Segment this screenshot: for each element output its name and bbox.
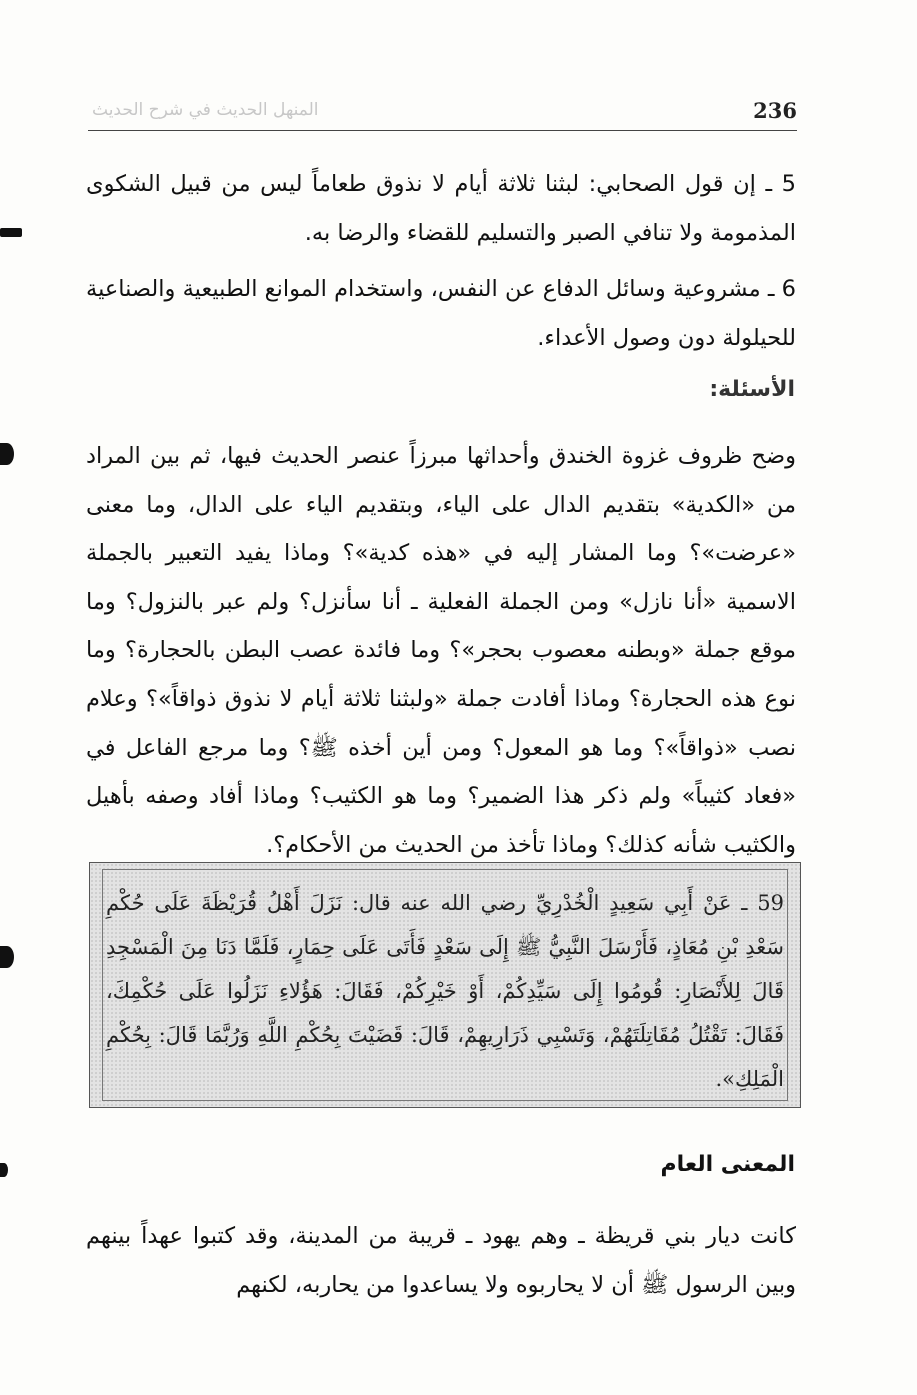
general-meaning-heading: المعنى العام [660,1152,795,1177]
questions-paragraph [86,432,796,869]
lesson-point-6-text: 6 ـ مشروعية وسائل الدفاع عن النفس، واستخدام الموانع الطبيعية والصناعية للحيلولة دون وصول الأعداء. [86,276,796,351]
lesson-point-5 [86,160,796,258]
margin-mark-icon [0,443,14,465]
running-title: المنهل الحديث في شرح الحديث [92,100,319,120]
general-meaning-text: كانت ديار بني قريظة ـ وهم يهود ـ قريبة من المدينة، وقد كتبوا عهداً بينهم وبين الرسول ﷺ أن لا يحاربوه ولا يساعدوا من يحاربه، لكنهم [86,1223,796,1298]
hadith-box [89,862,801,1108]
hadith-text: 59 ـ عَنْ أَبِي سَعِيدٍ الْخُدْرِيِّ رضي الله عنه قال: نَزَلَ أَهْلُ قُرَيْظَةَ عَلَى حُكْمِ سَعْدِ بْنِ مُعَاذٍ، فَأَرْسَلَ النَّبِيُّ ﷺ إِلَى سَعْدٍ فَأَتَى عَلَى حِمَارٍ، فَلَمَّا دَنَا مِنَ الْمَسْجِدِ قَالَ لِلأَنْصَارِ: قُومُوا إِلَى سَيِّدِكُمْ، أَوْ خَيْرِكُمْ، فَقَالَ: هَؤُلاءِ نَزَلُوا عَلَى حُكْمِكَ، فَقَالَ: تَقْتُلُ مُقَاتِلَتَهُمْ، وَتَسْبِي ذَرَارِيهِمْ، قَالَ: قَضَيْتَ بِحُكْمِ اللَّهِ وَرُبَّمَا قَالَ: بِحُكْمِ الْمَلِكِ». [106,891,784,1091]
margin-mark-icon [0,228,22,237]
page-header [88,96,797,131]
page-number: 236 [753,98,797,123]
general-meaning-paragraph [86,1212,796,1310]
margin-mark-icon [0,946,14,968]
margin-mark-icon [0,1163,8,1177]
questions-heading: الأسئلة: [709,377,795,402]
questions-text: وضح ظروف غزوة الخندق وأحداثها مبرزاً عنصر الحديث فيها، ثم بين المراد من «الكدية» بتقديم الدال على الياء، وبتقديم الياء على الدال، وما معنى «عرضت»؟ وما المشار إليه في «هذه كدية»؟ وماذا يفيد التعبير بالجملة الاسمية «أنا نازل» ومن الجملة الفعلية ـ أنا سأنزل؟ ولم عبر بالنزول؟ وما موقع جملة «وبطنه معصوب بحجر»؟ وما فائدة عصب البطن بالحجارة؟ وما نوع هذه الحجارة؟ وماذا أفادت جملة «ولبثنا ثلاثة أيام لا نذوق ذواقاً»؟ وعلام نصب «ذواقاً»؟ وما هو المعول؟ ومن أين أخذه ﷺ؟ وما مرجع الفاعل في «فعاد كثيباً» ولم ذكر هذا الضمير؟ وما هو الكثيب؟ وماذا أفاد وصفه بأهيل والكثيب شأنه كذلك؟ وماذا تأخذ من الحديث من الأحكام؟. [86,443,796,858]
lesson-point-5-text: 5 ـ إن قول الصحابي: لبثنا ثلاثة أيام لا نذوق طعاماً ليس من قبيل الشكوى المذمومة ولا تنافي الصبر والتسليم للقضاء والرضا به. [86,171,796,246]
lesson-point-6 [86,265,796,363]
